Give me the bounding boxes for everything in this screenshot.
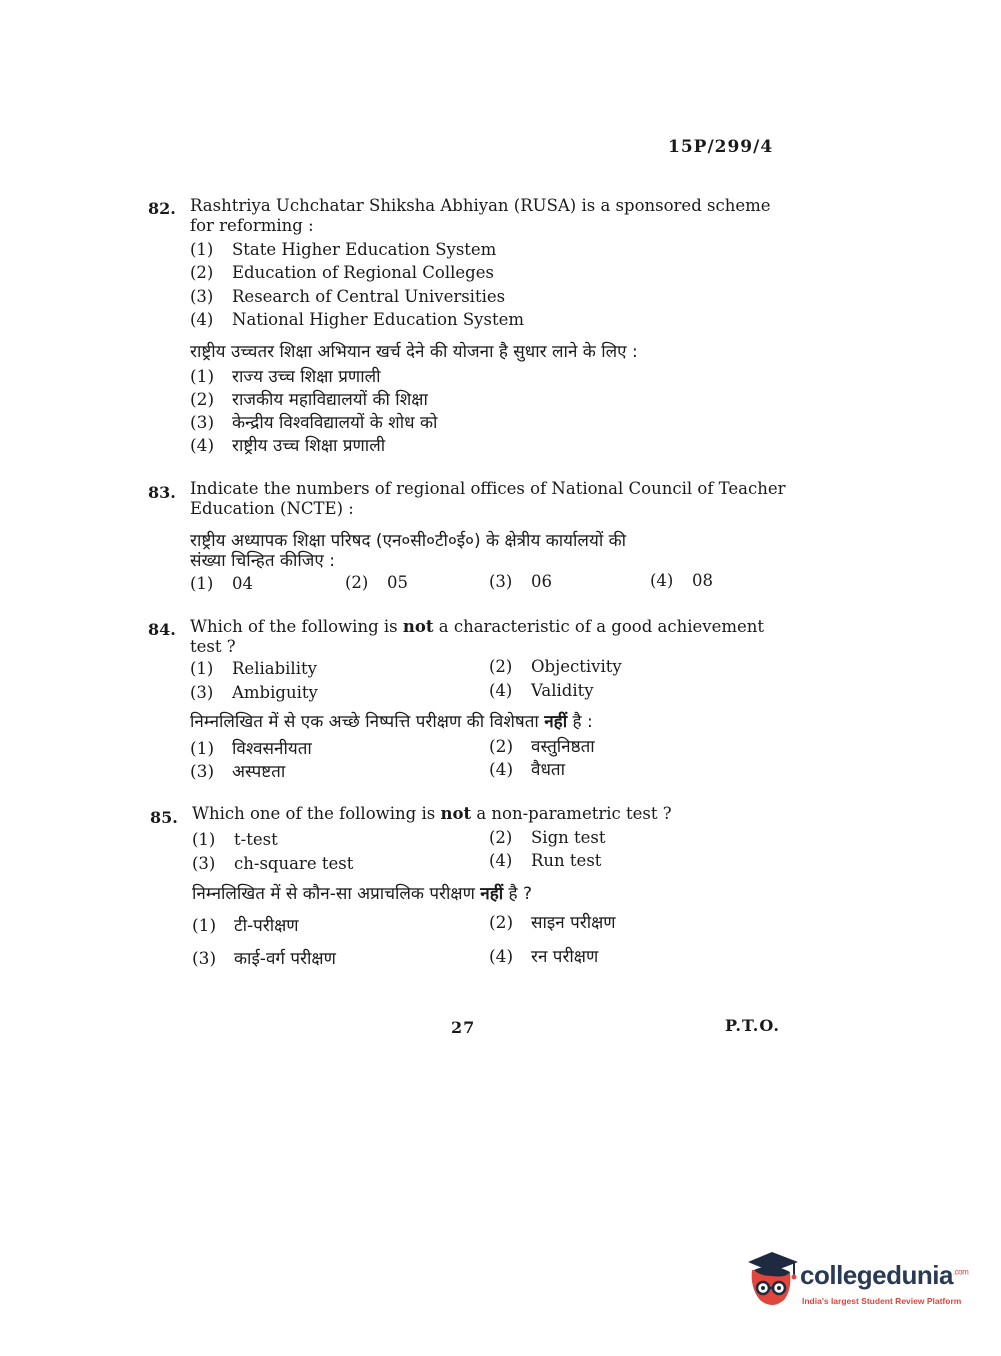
option-number: (1)	[192, 916, 217, 936]
q84-option-1	[190, 659, 317, 678]
q84-hindi-option-2	[489, 736, 595, 758]
option-number: (4)	[190, 436, 215, 456]
question-number-84: 84.	[148, 620, 176, 639]
option-text: टी-परीक्षण	[234, 916, 299, 936]
q84-hindi-option-3	[190, 761, 285, 783]
q85-option-4	[489, 851, 601, 870]
text-segment: निम्नलिखित में से एक अच्छे निष्पत्ति परीक्षण की विशेषता	[190, 712, 545, 732]
option-number: (3)	[190, 413, 215, 433]
question-83-hindi-line1: राष्ट्रीय अध्यापक शिक्षा परिषद (एन०सी०टी०ई०) के क्षेत्रीय कार्यालयों की	[190, 531, 627, 551]
option-number: (2)	[190, 390, 215, 410]
q83-option-2	[345, 573, 408, 592]
option-number: (4)	[190, 310, 214, 329]
question-83-hindi-line2: संख्या चिन्हित कीजिए :	[190, 551, 335, 571]
option-text: वस्तुनिष्ठता	[531, 737, 595, 757]
question-83-text-line1: Indicate the numbers of regional offices of National Council of Teacher	[190, 479, 786, 498]
q83-option-4	[650, 571, 713, 590]
question-83-text-line2: Education (NCTE) :	[190, 499, 354, 518]
q82-hindi-option-4	[190, 435, 385, 457]
option-text: 05	[387, 573, 408, 592]
emphasis-nahin: नहीं	[480, 884, 504, 904]
option-number: (2)	[190, 263, 214, 282]
question-82-text-line1: Rashtriya Uchchatar Shiksha Abhiyan (RUSA) is a sponsored scheme	[190, 196, 771, 215]
option-number: (2)	[489, 737, 514, 757]
option-number: (3)	[489, 572, 513, 591]
option-number: (4)	[489, 681, 513, 700]
option-text: अस्पष्टता	[232, 762, 286, 782]
pto-marker: P.T.O.	[725, 1016, 780, 1035]
option-text: वैधता	[531, 760, 565, 780]
q82-option-4	[190, 310, 524, 329]
emphasis-not: not	[402, 617, 434, 636]
text-segment: है ?	[503, 884, 533, 904]
option-text: Validity	[531, 681, 594, 700]
text-segment: है :	[567, 712, 593, 732]
option-number: (1)	[190, 659, 214, 678]
question-82-text-line2: for reforming :	[190, 216, 314, 235]
option-number: (4)	[489, 851, 513, 870]
option-number: (3)	[192, 854, 216, 873]
q84-option-2	[489, 657, 622, 676]
option-number: (1)	[190, 739, 215, 759]
text-segment: a non-parametric test ?	[471, 804, 672, 823]
option-number: (2)	[489, 657, 513, 676]
option-text: Education of Regional Colleges	[232, 263, 494, 282]
option-text: Objectivity	[531, 657, 622, 676]
brand-name	[800, 1260, 968, 1291]
option-number: (1)	[190, 574, 214, 593]
emphasis-not: not	[440, 804, 472, 823]
question-82-hindi-text: राष्ट्रीय उच्चतर शिक्षा अभियान खर्च देने की योजना है सुधार लाने के लिए :	[190, 342, 638, 362]
brand-tagline: India's largest Student Review Platform	[802, 1296, 962, 1306]
q85-option-3	[192, 854, 353, 873]
q82-option-3	[190, 287, 505, 306]
q84-option-4	[489, 681, 594, 700]
text-segment: Which of the following is	[190, 617, 403, 636]
q82-hindi-option-1	[190, 366, 381, 388]
option-number: (3)	[190, 287, 214, 306]
option-number: (3)	[190, 683, 214, 702]
option-number: (1)	[190, 367, 215, 387]
option-text: काई-वर्ग परीक्षण	[234, 949, 336, 969]
q84-option-3	[190, 683, 318, 702]
q85-option-2	[489, 828, 606, 847]
page-number: 27	[451, 1018, 476, 1037]
option-text: 08	[692, 571, 713, 590]
option-number: (2)	[489, 913, 514, 933]
option-text: साइन परीक्षण	[531, 913, 616, 933]
question-85-hindi-text	[192, 883, 532, 905]
option-text: 06	[531, 572, 552, 591]
question-85-text	[192, 804, 672, 824]
q85-option-1	[192, 830, 278, 849]
question-84-hindi-text	[190, 711, 593, 733]
q83-option-3	[489, 572, 552, 591]
q82-option-2	[190, 263, 494, 282]
q84-hindi-option-1	[190, 738, 312, 760]
q85-hindi-option-4	[489, 946, 598, 968]
q85-hindi-option-1	[192, 915, 299, 937]
option-text: 04	[232, 574, 253, 593]
option-text: Sign test	[531, 828, 606, 847]
option-number: (4)	[650, 571, 674, 590]
text-segment: Which one of the following is	[192, 804, 441, 823]
option-text: विश्वसनीयता	[232, 739, 312, 759]
q82-option-1	[190, 240, 496, 259]
question-number-83: 83.	[148, 483, 176, 502]
option-number: (3)	[192, 949, 217, 969]
option-text: Reliability	[232, 659, 317, 678]
q82-hindi-option-3	[190, 412, 437, 434]
question-84-text-line2: test ?	[190, 637, 236, 656]
option-text: Ambiguity	[232, 683, 318, 702]
question-number-85: 85.	[150, 808, 178, 827]
text-segment: निम्नलिखित में से कौन-सा अप्राचलिक परीक्षण	[192, 884, 481, 904]
option-text: t-test	[234, 830, 278, 849]
collegedunia-logo	[742, 1248, 972, 1318]
option-number: (4)	[489, 947, 514, 967]
emphasis-nahin: नहीं	[544, 712, 568, 732]
option-text: रन परीक्षण	[531, 947, 599, 967]
mascot-icon	[742, 1248, 802, 1318]
question-84-text-line1	[190, 617, 764, 637]
option-text: National Higher Education System	[232, 310, 525, 329]
option-text: Research of Central Universities	[232, 287, 506, 306]
option-text: केन्द्रीय विश्वविद्यालयों के शोध को	[232, 413, 438, 433]
option-number: (1)	[190, 240, 214, 259]
brand-domain: .com	[952, 1267, 969, 1277]
q82-hindi-option-2	[190, 389, 428, 411]
option-number: (1)	[192, 830, 216, 849]
option-text: Run test	[531, 851, 602, 870]
option-text: State Higher Education System	[232, 240, 497, 259]
q83-option-1	[190, 574, 253, 593]
brand-text: collegedunia	[800, 1260, 953, 1290]
option-text: राजकीय महाविद्यालयों की शिक्षा	[232, 390, 428, 410]
option-text: ch-square test	[234, 854, 354, 873]
q85-hindi-option-2	[489, 912, 616, 934]
option-number: (2)	[345, 573, 369, 592]
option-number: (3)	[190, 762, 215, 782]
q84-hindi-option-4	[489, 759, 565, 781]
option-number: (2)	[489, 828, 513, 847]
q85-hindi-option-3	[192, 948, 336, 970]
text-segment: a characteristic of a good achievement	[433, 617, 765, 636]
question-number-82: 82.	[148, 199, 176, 218]
option-text: राष्ट्रीय उच्च शिक्षा प्रणाली	[232, 436, 386, 456]
option-number: (4)	[489, 760, 514, 780]
paper-code: 15P/299/4	[668, 137, 774, 157]
option-text: राज्य उच्च शिक्षा प्रणाली	[232, 367, 381, 387]
